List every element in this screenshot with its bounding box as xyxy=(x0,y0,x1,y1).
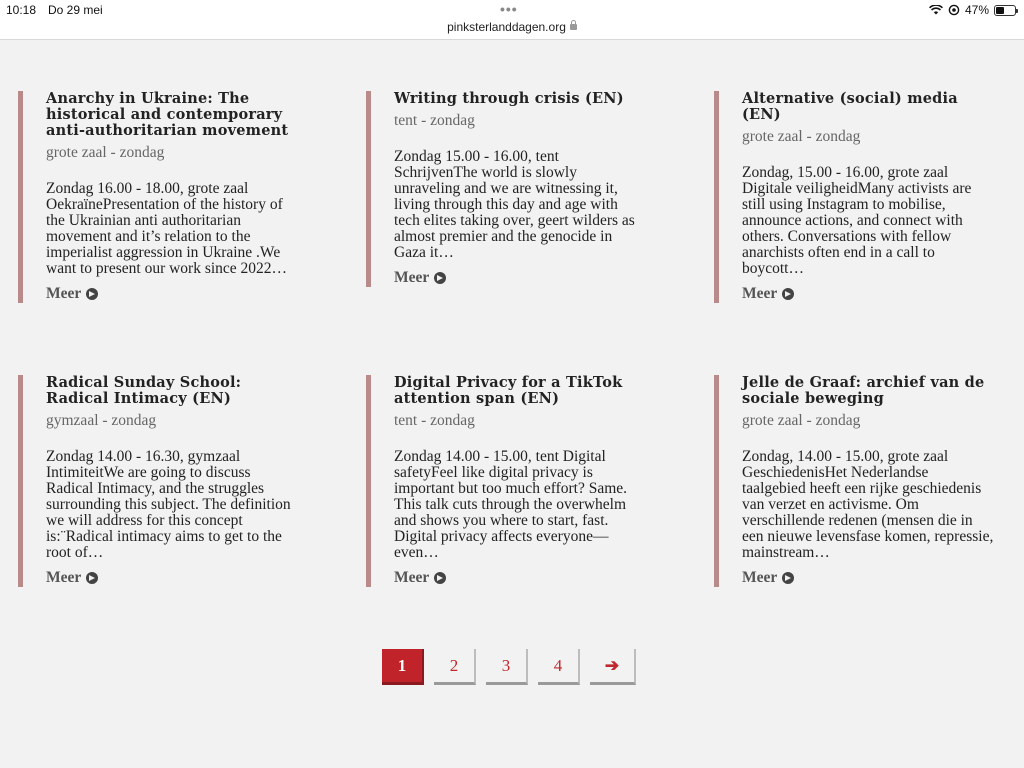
more-label[interactable]: Meer xyxy=(394,569,430,586)
event-excerpt: Zondag 16.00 - 18.00, grote zaal OekraïnePresentation of the history of the Ukrainian anti authoritarian movement and it’s relation to the imperialist aggression in Ukraine .We want to present our work since 2022… xyxy=(46,180,288,277)
more-link[interactable] xyxy=(742,285,794,303)
address-bar[interactable] xyxy=(0,20,1024,34)
page-button-2[interactable]: 2 xyxy=(434,649,476,685)
status-date: Do 29 mei xyxy=(48,3,103,17)
arrow-circle-right-icon[interactable] xyxy=(782,288,794,300)
arrow-circle-right-icon[interactable] xyxy=(782,572,794,584)
more-label[interactable]: Meer xyxy=(46,285,82,302)
event-title[interactable]: Alternative (social) media (EN) xyxy=(742,90,958,123)
event-card xyxy=(18,375,298,587)
arrow-circle-right-icon[interactable] xyxy=(434,272,446,284)
arrow-circle-right-icon[interactable] xyxy=(86,288,98,300)
event-excerpt: Zondag, 15.00 - 16.00, grote zaal Digitale veiligheidMany activists are still using Instagram to mobilise, announce actions, and connect with others. Conversations with fellow anarchists often end in a call to boycott… xyxy=(742,164,972,277)
more-link[interactable] xyxy=(46,285,98,303)
battery-fill xyxy=(996,7,1004,14)
location-lock-icon xyxy=(948,4,960,16)
more-link[interactable] xyxy=(394,269,446,287)
more-link[interactable] xyxy=(742,569,794,587)
event-meta: tent - zondag xyxy=(394,112,475,129)
page-button-4[interactable]: 4 xyxy=(538,649,580,685)
more-link[interactable] xyxy=(46,569,98,587)
more-dots-icon[interactable]: ••• xyxy=(500,1,518,17)
event-meta: grote zaal - zondag xyxy=(742,128,861,145)
event-meta: gymzaal - zondag xyxy=(46,412,157,429)
battery-percent: 47% xyxy=(964,3,989,17)
event-card xyxy=(714,375,994,587)
event-card xyxy=(366,91,646,287)
more-label[interactable]: Meer xyxy=(742,285,778,302)
event-meta: tent - zondag xyxy=(394,412,475,429)
url-text[interactable]: pinksterlanddagen.org xyxy=(447,20,566,34)
wifi-icon xyxy=(929,5,943,15)
event-excerpt: Zondag 14.00 - 15.00, tent Digital safetyFeel like digital privacy is important but too much effort? Same. This talk cuts through the overwhelm and shows you where to start, fast. Digital privacy affects everyone—even… xyxy=(394,448,628,561)
event-excerpt: Zondag 15.00 - 16.00, tent SchrijvenThe world is slowly unraveling and we are witnessing it, living through this day and age with tech elites taking over, geert wilders as almost premier and the genocide in Gaza it… xyxy=(394,148,635,261)
battery-icon xyxy=(994,5,1016,16)
arrow-circle-right-icon[interactable] xyxy=(86,572,98,584)
more-link[interactable] xyxy=(394,569,446,587)
event-excerpt: Zondag 14.00 - 16.30, gymzaal IntimiteitWe are going to discuss Radical Intimacy, and the struggles surrounding this subject. The definition we will address for this concept is:¨Radical intimacy aims to get to the root of… xyxy=(46,448,291,561)
page-button-3[interactable]: 3 xyxy=(486,649,528,685)
event-meta: grote zaal - zondag xyxy=(742,412,861,429)
more-label[interactable]: Meer xyxy=(46,569,82,586)
status-time: 10:18 xyxy=(6,3,37,17)
arrow-circle-right-icon[interactable] xyxy=(434,572,446,584)
browser-status-bar xyxy=(0,0,1024,40)
event-title[interactable]: Jelle de Graaf: archief van de sociale beweging xyxy=(742,374,985,407)
page-button-1[interactable]: 1 xyxy=(382,649,424,685)
more-label[interactable]: Meer xyxy=(394,269,430,286)
event-title[interactable]: Radical Sunday School: Radical Intimacy (EN) xyxy=(46,374,242,407)
event-card xyxy=(714,91,994,303)
event-title[interactable]: Writing through crisis (EN) xyxy=(394,90,624,107)
lock-icon xyxy=(570,24,577,30)
more-label[interactable]: Meer xyxy=(742,569,778,586)
event-excerpt: Zondag, 14.00 - 15.00, grote zaal GeschiedenisHet Nederlandse taalgebied heeft een rijke geschiedenis van verzet en activisme. Om verschillende redenen (mensen die in een nieuwe levensfase komen, repressie, mainstream… xyxy=(742,448,994,561)
event-title[interactable]: Digital Privacy for a TikTok attention span (EN) xyxy=(394,374,623,407)
event-card xyxy=(18,91,298,303)
event-title[interactable]: Anarchy in Ukraine: The historical and contemporary anti-authoritarian movement xyxy=(46,90,289,139)
event-meta: grote zaal - zondag xyxy=(46,144,165,161)
next-page-button[interactable]: ➔ xyxy=(590,649,636,685)
status-icons xyxy=(929,3,1016,17)
event-card xyxy=(366,375,646,587)
pagination xyxy=(382,649,636,685)
